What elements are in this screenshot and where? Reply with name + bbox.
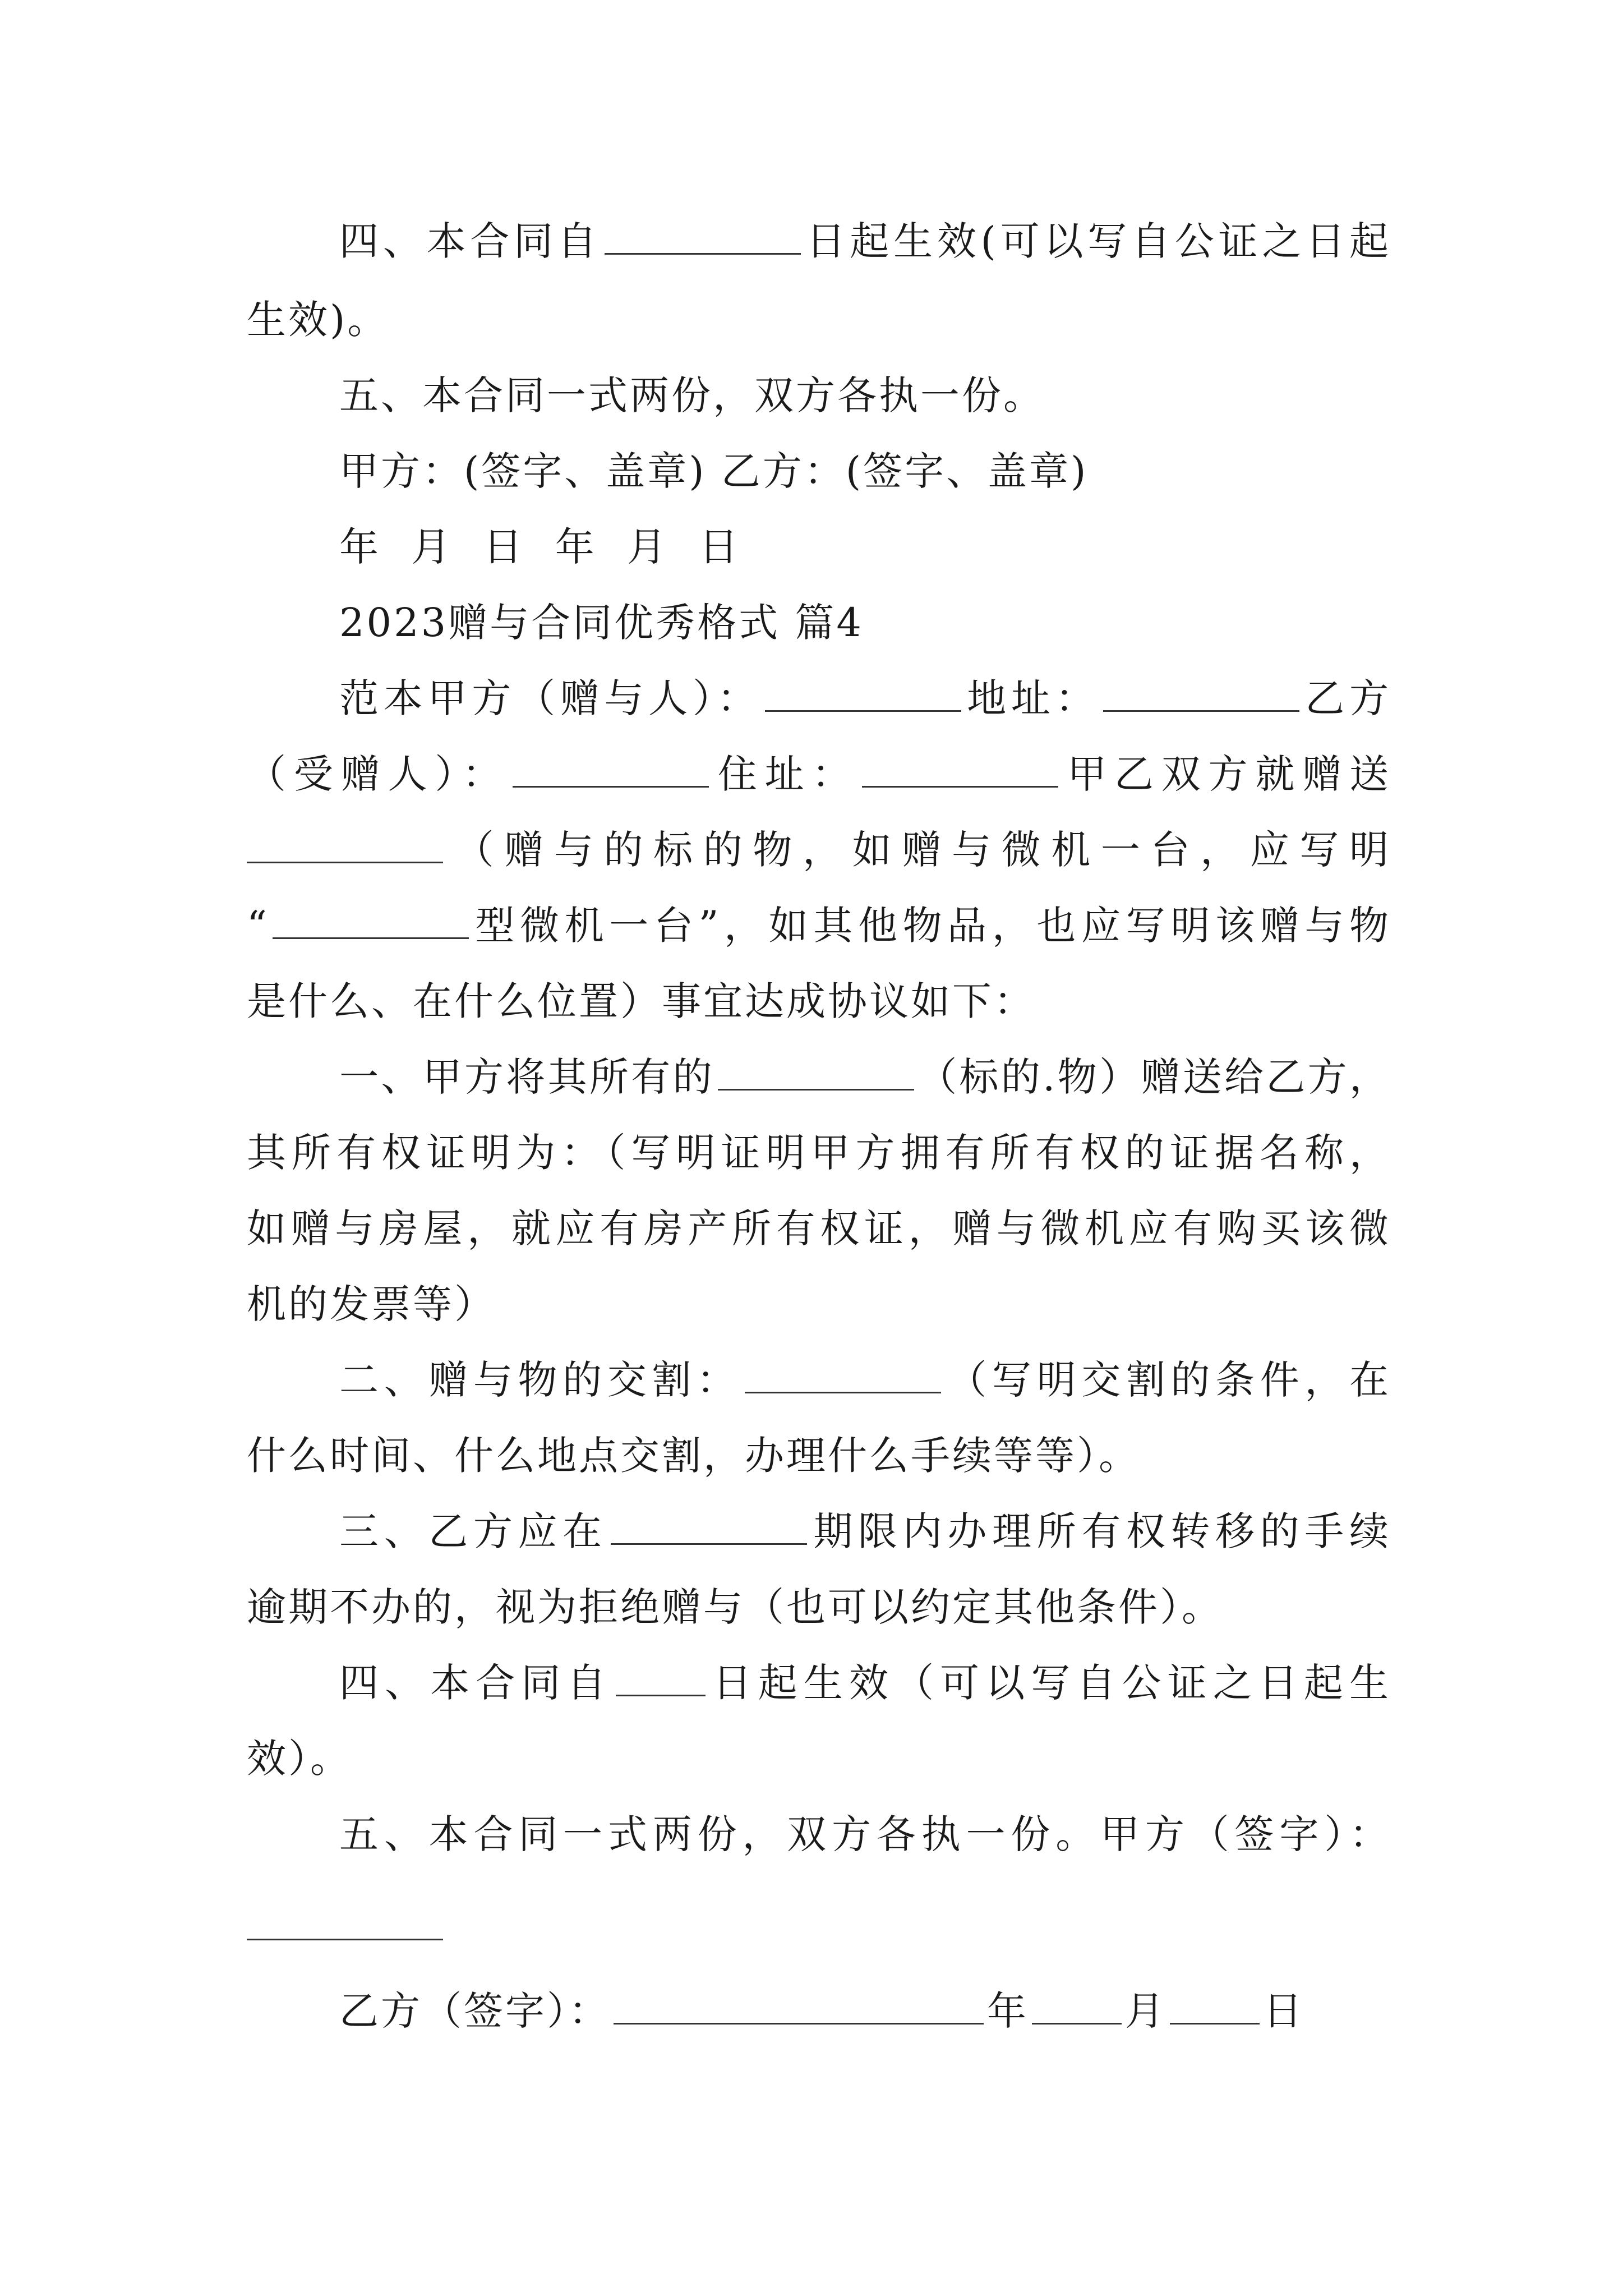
model-blank — [273, 905, 469, 939]
text: 日起生效(可以写自公证之日起 — [804, 218, 1391, 264]
text: 地址： — [964, 675, 1100, 721]
month-blank — [1032, 1990, 1122, 2024]
text: （赠与的标的物，如赠与微机一台，应写明 — [446, 827, 1391, 873]
gift-blank — [247, 829, 443, 863]
donee-line — [247, 749, 1391, 799]
text: 年 — [987, 1988, 1029, 2034]
clause-3-continuation — [247, 1582, 1391, 1632]
text: 三、乙方应在 — [339, 1508, 607, 1554]
day-blank — [1170, 1990, 1260, 2024]
clause-1-continuation-3 — [247, 1279, 1391, 1329]
donor-address-line — [339, 673, 1391, 724]
text: 一、甲方将其所有的 — [339, 1054, 714, 1100]
text: “ — [247, 903, 269, 949]
party-b-signature-date-line — [339, 1986, 1483, 2036]
text: 乙方（签字）： — [339, 1988, 610, 2034]
section-heading — [339, 597, 1483, 648]
text: 其所有权证明为：（写明证明甲方拥有所有权的证据名称， — [247, 1130, 1391, 1176]
text: 甲乙双方就赠送 — [1062, 751, 1391, 797]
clause-4-continuation — [247, 295, 1391, 345]
text: 效）。 — [247, 1736, 352, 1782]
text: （写明交割的条件，在 — [944, 1357, 1391, 1403]
owned-item-blank — [718, 1056, 914, 1091]
text: 生效)。 — [247, 297, 389, 343]
text: 型微机一台”，如其他物品，也应写明该赠与物 — [472, 903, 1391, 949]
text: 四、本合同自 — [339, 1660, 612, 1706]
text: 期限内办理所有权转移的手续 — [810, 1508, 1391, 1554]
clause-5-signature-line — [339, 1809, 1391, 1860]
date-line — [339, 522, 1483, 572]
clause-2-continuation — [247, 1430, 1391, 1481]
clause-1-continuation-1 — [247, 1128, 1391, 1178]
text: 日起生效（可以写自公证之日起生 — [708, 1660, 1391, 1706]
text: 机的发票等） — [247, 1281, 496, 1327]
clause-3-line — [339, 1506, 1391, 1557]
text: 是什么、在什么位置）事宜达成协议如下： — [247, 978, 1035, 1024]
text: 范本甲方（赠与人）： — [339, 675, 762, 721]
text: 月 — [1125, 1988, 1166, 2034]
clause-4-effective-date-line — [339, 216, 1391, 266]
text: 如赠与房屋，就应有房产所有权证，赠与微机应有购买该微 — [247, 1205, 1391, 1251]
text: 年 月 日 年 月 日 — [339, 524, 749, 570]
text: 逾期不办的，视为拒绝赠与（也可以约定其他条件）。 — [247, 1584, 1223, 1630]
party-b-signature-blank — [614, 1990, 984, 2024]
blank-field — [605, 220, 801, 255]
party-a-signature-blank — [247, 1938, 443, 1940]
text: 四、本合同自 — [339, 218, 601, 264]
gift-object-line — [247, 825, 1391, 875]
clause-1-continuation-2 — [247, 1203, 1391, 1254]
clause-4-line — [339, 1658, 1391, 1708]
text: 二、赠与物的交割： — [339, 1357, 741, 1403]
donor-blank — [765, 678, 961, 712]
address-blank — [1103, 678, 1299, 712]
clause-4-continuation-2 — [247, 1733, 1391, 1784]
agreement-line — [247, 976, 1391, 1027]
donee-blank — [513, 753, 709, 788]
text: 甲方：(签字、盖章) 乙方：(签字、盖章) — [339, 448, 1089, 494]
text: 什么时间、什么地点交割，办理什么手续等等）。 — [247, 1433, 1140, 1479]
model-line — [247, 900, 1391, 951]
clause-5-copies — [339, 370, 1483, 421]
effective-date-blank — [616, 1662, 706, 1696]
deadline-blank — [611, 1511, 807, 1545]
signature-line — [339, 446, 1483, 496]
text: 住址： — [712, 751, 859, 797]
residence-blank — [862, 753, 1058, 788]
clause-1-line — [339, 1052, 1391, 1102]
text: （受赠人）： — [247, 751, 509, 797]
delivery-blank — [745, 1359, 941, 1393]
text: 五、本合同一式两份，双方各执一份。 — [339, 372, 1045, 418]
text: 日 — [1263, 1988, 1304, 2034]
text: 乙方 — [1302, 675, 1391, 721]
clause-2-line — [339, 1355, 1391, 1405]
text: 2023赠与合同优秀格式 篇4 — [339, 600, 864, 646]
text: （标的.物）赠送给乙方， — [917, 1054, 1391, 1100]
text: 五、本合同一式两份，双方各执一份。甲方（签字）： — [339, 1811, 1391, 1857]
